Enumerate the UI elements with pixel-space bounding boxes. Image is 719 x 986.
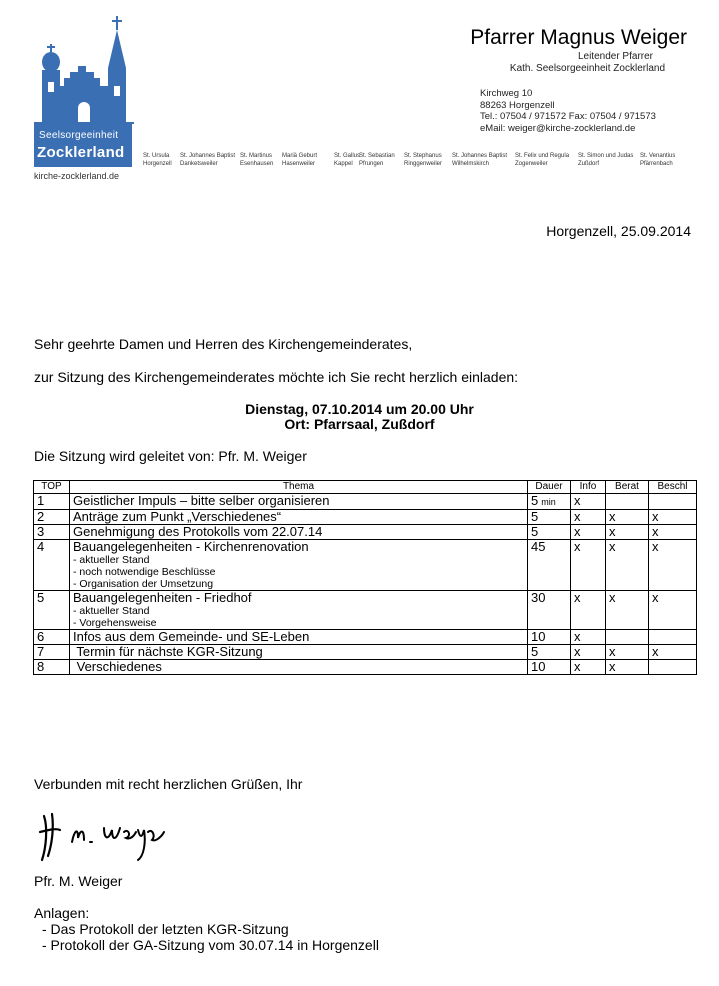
table-row — [34, 630, 697, 645]
date-line: Horgenzell, 25.09.2014 — [546, 223, 691, 239]
signature-image — [34, 808, 184, 868]
cell-berat — [606, 630, 649, 645]
parish-name: St. Gallus — [334, 153, 361, 159]
invitation-text: zur Sitzung des Kirchengemeinderates möchte ich Sie recht herzlich einladen: — [34, 369, 519, 385]
table-row — [34, 525, 697, 540]
parish-name: St. Venantius — [640, 153, 676, 159]
agenda-table — [33, 480, 697, 675]
dauer-value: 5 — [531, 524, 539, 539]
cell-info: x — [571, 525, 606, 540]
cell-top: 5 — [34, 591, 70, 630]
dauer-value: 5 — [531, 644, 539, 659]
cell-berat: x — [606, 525, 649, 540]
parish-1 — [143, 152, 172, 168]
parish-4 — [282, 152, 317, 168]
cell-beschl — [649, 494, 697, 510]
chair-line: Die Sitzung wird geleitet von: Pfr. M. Weiger — [34, 448, 307, 464]
header-thema: Thema — [70, 481, 528, 494]
website-link[interactable]: kirche-zocklerland.de — [34, 171, 120, 181]
cell-dauer — [528, 591, 571, 630]
parish-name: St. Sebastian — [359, 153, 395, 159]
cell-thema — [70, 540, 528, 591]
parish-place: Esenhausen — [240, 161, 274, 167]
address-city: 88263 Horgenzell — [480, 99, 555, 111]
parish-place: Zogenweiler — [515, 161, 548, 167]
thema-subitem: - Organisation der Umsetzung — [73, 578, 214, 590]
parish-name: St. Felix und Regula — [515, 153, 570, 159]
parish-7 — [404, 152, 442, 168]
cell-dauer — [528, 660, 571, 675]
cell-berat: x — [606, 645, 649, 660]
parish-10 — [578, 152, 633, 168]
cell-berat — [606, 494, 649, 510]
cell-thema — [70, 494, 528, 510]
cell-beschl: x — [649, 645, 697, 660]
cell-beschl: x — [649, 540, 697, 591]
parish-name: St. Johannes Baptist — [452, 153, 508, 159]
thema-subitem: - Vorgehensweise — [73, 617, 157, 629]
cell-top: 6 — [34, 630, 70, 645]
cell-info: x — [571, 510, 606, 525]
parish-name: Mariä Geburt — [282, 153, 318, 159]
parish-5 — [334, 152, 360, 168]
table-header-row — [34, 481, 697, 494]
cell-info: x — [571, 494, 606, 510]
parish-place: Hasenweiler — [282, 161, 316, 167]
pastor-unit: Kath. Seelsorgeeinheit Zocklerland — [509, 63, 665, 74]
cell-dauer — [528, 645, 571, 660]
cell-thema — [70, 591, 528, 630]
table-row — [34, 645, 697, 660]
parish-3 — [240, 152, 273, 168]
logo-line2: Zocklerland — [37, 144, 125, 161]
cell-thema — [70, 660, 528, 675]
cell-dauer — [528, 630, 571, 645]
parish-place: Horgenzell — [143, 161, 172, 167]
attachment-item-2: - Protokoll der GA-Sitzung vom 30.07.14 in Horgenzell — [42, 937, 379, 953]
parish-11 — [640, 152, 675, 168]
parish-6 — [359, 152, 395, 168]
header-info: Info — [571, 481, 606, 494]
parish-name: St. Martinus — [240, 153, 273, 159]
parish-name: St. Stephanus — [404, 153, 442, 159]
thema-subitem: - aktueller Stand — [73, 605, 150, 617]
agenda-body — [34, 494, 697, 675]
logo-line1: Seelsorgeeinheit — [39, 130, 119, 141]
parish-place: Pfärrenbach — [640, 161, 673, 167]
dauer-unit: min — [541, 497, 556, 507]
header-dauer: Dauer — [528, 481, 571, 494]
parish-place: Kappel — [334, 161, 353, 167]
dauer-value: 30 — [531, 590, 546, 605]
signer-name: Pfr. M. Weiger — [34, 873, 123, 889]
thema-subitem: - noch notwendige Beschlüsse — [73, 566, 216, 578]
address-phone: Tel.: 07504 / 971572 Fax: 07504 / 971573 — [480, 111, 656, 122]
thema-title: Termin für nächste KGR-Sitzung — [73, 644, 263, 659]
table-row — [34, 591, 697, 630]
parish-place: Pfrungen — [359, 161, 384, 167]
cell-top: 2 — [34, 510, 70, 525]
pastor-role: Leitender Pfarrer — [577, 51, 653, 62]
address-email[interactable]: eMail: weiger@kirche-zocklerland.de — [480, 122, 636, 134]
cell-info: x — [571, 660, 606, 675]
thema-title: Verschiedenes — [73, 659, 162, 674]
cell-top: 4 — [34, 540, 70, 591]
cell-thema — [70, 630, 528, 645]
cell-berat: x — [606, 510, 649, 525]
cell-beschl — [649, 660, 697, 675]
table-row — [34, 510, 697, 525]
cell-top: 3 — [34, 525, 70, 540]
meeting-when: Dienstag, 07.10.2014 um 20.00 Uhr — [245, 401, 474, 417]
table-row — [34, 540, 697, 591]
thema-subitem: - aktueller Stand — [73, 554, 150, 566]
dauer-value: 5 — [531, 509, 539, 524]
table-row — [34, 494, 697, 510]
parish-place: Danketsweiler — [180, 161, 218, 167]
cell-thema — [70, 645, 528, 660]
parish-8 — [452, 152, 507, 168]
dauer-value: 5 — [531, 493, 539, 508]
cell-berat: x — [606, 591, 649, 630]
cell-berat: x — [606, 660, 649, 675]
cell-thema — [70, 510, 528, 525]
thema-title: Geistlicher Impuls – bitte selber organisieren — [73, 493, 330, 508]
attachments-label: Anlagen: — [34, 905, 90, 921]
header-berat: Berat — [606, 481, 649, 494]
header-beschl: Beschl — [649, 481, 697, 494]
cell-dauer — [528, 540, 571, 591]
cell-info: x — [571, 540, 606, 591]
parish-name: St. Johannes Baptist — [180, 153, 236, 159]
thema-title: Anträge zum Punkt „Verschiedenes“ — [73, 509, 282, 524]
cell-thema — [70, 525, 528, 540]
parish-9 — [515, 152, 569, 168]
cell-top: 8 — [34, 660, 70, 675]
dauer-value: 45 — [531, 539, 546, 554]
parish-name: St. Simon und Judas — [578, 153, 634, 159]
cell-beschl: x — [649, 510, 697, 525]
cell-beschl — [649, 630, 697, 645]
table-row — [34, 660, 697, 675]
meeting-info — [0, 402, 719, 432]
cell-beschl: x — [649, 525, 697, 540]
closing-line: Verbunden mit recht herzlichen Grüßen, Ihr — [34, 776, 303, 792]
cell-dauer — [528, 494, 571, 510]
dauer-value: 10 — [531, 659, 546, 674]
cell-top: 7 — [34, 645, 70, 660]
cell-info: x — [571, 630, 606, 645]
salutation: Sehr geehrte Damen und Herren des Kirchengemeinderates, — [34, 336, 413, 352]
attachment-item-1: - Das Protokoll der letzten KGR-Sitzung — [42, 921, 289, 937]
thema-title: Bauangelegenheiten - Friedhof — [73, 590, 252, 605]
parish-name: St. Ursula — [143, 153, 170, 159]
pastor-name: Pfarrer Magnus Weiger — [470, 26, 687, 49]
cell-dauer — [528, 525, 571, 540]
thema-title: Genehmigung des Protokolls vom 22.07.14 — [73, 524, 323, 539]
parish-place: Zußdorf — [578, 161, 600, 167]
parish-2 — [180, 152, 235, 168]
header-top: TOP — [34, 481, 70, 494]
cell-top: 1 — [34, 494, 70, 510]
cell-info: x — [571, 645, 606, 660]
parish-place: Wilhelmskirch — [452, 161, 490, 167]
meeting-where: Ort: Pfarrsaal, Zußdorf — [284, 416, 435, 432]
cell-info: x — [571, 591, 606, 630]
thema-title: Infos aus dem Gemeinde- und SE-Leben — [73, 629, 310, 644]
parish-place: Ringgenweiler — [404, 161, 443, 167]
thema-title: Bauangelegenheiten - Kirchenrenovation — [73, 539, 309, 554]
address-block — [480, 88, 656, 134]
cell-dauer — [528, 510, 571, 525]
logo-wordmark — [34, 124, 132, 167]
cell-berat: x — [606, 540, 649, 591]
dauer-value: 10 — [531, 629, 546, 644]
cell-beschl: x — [649, 591, 697, 630]
address-street: Kirchweg 10 — [480, 88, 533, 99]
